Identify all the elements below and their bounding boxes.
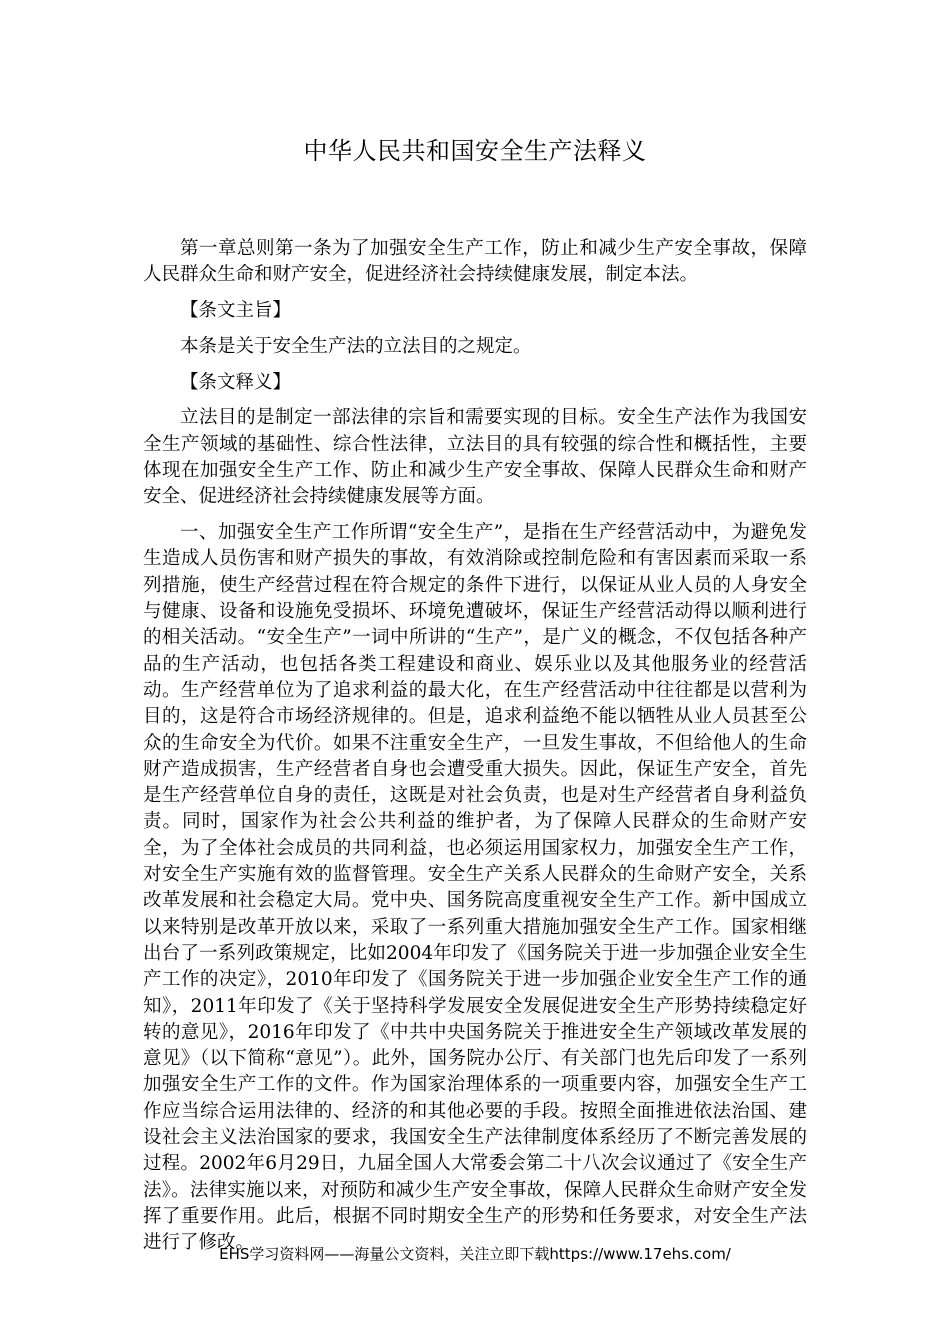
- page-footer: EHS学习资料网——海量公文资料，关注立即下载https://www.17ehs.com/: [219, 1245, 731, 1263]
- document-title: 中华人民共和国安全生产法释义: [303, 137, 647, 165]
- paragraph-interpretation: 立法目的是制定一部法律的宗旨和需要实现的目标。安全生产法作为我国安全生产领域的基础性、综合性法律，立法目的具有较强的综合性和概括性，主要体现在加强安全生产工作、防止和减少生产安全事故、保障人民群众生命和财产安全、促进经济社会持续健康发展等方面。: [143, 407, 807, 508]
- paragraph-heading-purpose: 【条文主旨】: [180, 300, 292, 322]
- paragraph-heading-interpretation: 【条文释义】: [180, 371, 292, 393]
- paragraph-purpose: 本条是关于安全生产法的立法目的之规定。: [180, 335, 532, 357]
- paragraph-article-1: 第一章总则第一条为了加强安全生产工作，防止和减少生产安全事故，保障人民群众生命和财产安全，促进经济社会持续健康发展，制定本法。: [143, 238, 807, 286]
- paragraph-section-one: 一、加强安全生产工作所谓“安全生产”，是指在生产经营活动中，为避免发生造成人员伤害和财产损失的事故，有效消除或控制危险和有害因素而采取一系列措施，使生产经营过程在符合规定的条件下进行，以保证从业人员的人身安全与健康、设备和设施免受损坏、环境免遭破坏，保证生产经营活动得以顺利进行的相关活动。“安全生产”一词中所讲的“生产”，是广义的概念，不仅包括各种产品的生产活动，也包括各类工程建设和商业、娱乐业以及其他服务业的经营活动。生产经营单位为了追求利益的最大化，在生产经营活动中往往都是以营利为目的，这是符合市场经济规律的。但是，追求利益绝不能以牺牲从业人员甚至公众的生命安全为代价。如果不注重安全生产，一旦发生事故，不但给他人的生命财产造成损害，生产经营者自身也会遭受重大损失。因此，保证生产安全，首先是生产经营单位自身的责任，这既是对社会负责，也是对生产经营者自身利益负责。同时，国家作为社会公共利益的维护者，为了保障人民群众的生命财产安全，为了全体社会成员的共同利益，也必须运用国家权力，加强安全生产工作，对安全生产实施有效的监督管理。安全生产关系人民群众的生命财产安全，关系改革发展和社会稳定大局。党中央、国务院高度重视安全生产工作。新中国成立以来特别是改革开放以来，采取了一系列重大措施加强安全生产工作。国家相继出台了一系列政策规定，比如2004年印发了《国务院关于进一步加强企业安全生产工作的决定》，2010年印发了《国务院关于进一步加强企业安全生产工作的通知》，2011年印发了《关于坚持科学发展安全发展促进安全生产形势持续稳定好转的意见》，2016年印发了《中共中央国务院关于推进安全生产领域改革发展的意见》（以下简称“意见”）。此外，国务院办公厅、有关部门也先后印发了一系列加强安全生产工作的文件。作为国家治理体系的一项重要内容，加强安全生产工作应当综合运用法律的、经济的和其他必要的手段。按照全面推进依法治国、建设社会主义法治国家的要求，我国安全生产法律制度体系经历了不断完善发展的过程。2002年6月29日，九届全国人大常委会第二十八次会议通过了《安全生产法》。法律实施以来，对预防和减少生产安全事故，保障人民群众生命财产安全发挥了重要作用。此后，根据不同时期安全生产的形势和任务要求，对安全生产法进行了修改。: [143, 522, 807, 1254]
- document-body: [143, 236, 807, 1266]
